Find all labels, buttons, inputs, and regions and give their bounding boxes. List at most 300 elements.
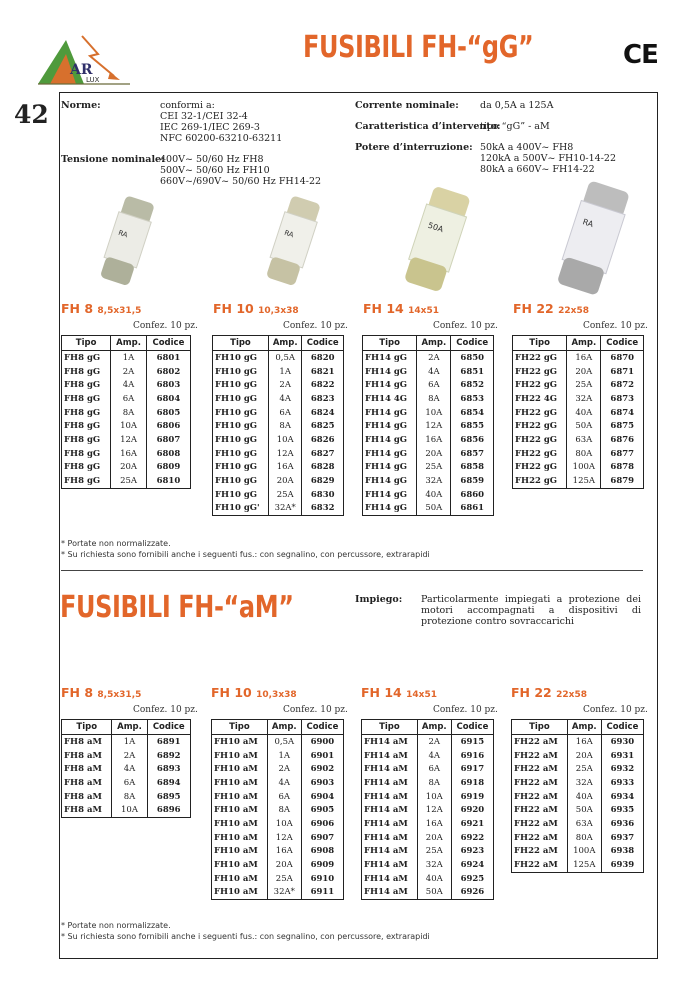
table-row	[363, 474, 494, 488]
table-row	[212, 803, 344, 817]
confez-label: Confez. 10 pz.	[583, 705, 648, 715]
col-codice-header: Codice	[302, 336, 344, 351]
table-header-row	[62, 336, 191, 351]
cell-amp: 25A	[417, 461, 451, 475]
cell-codice: 6920	[451, 803, 493, 817]
cell-codice: 6876	[601, 433, 644, 447]
corrente-value: da 0,5A a 125A	[480, 100, 554, 111]
table-row	[363, 433, 494, 447]
cell-amp: 0,5A	[267, 735, 301, 749]
cell-codice: 6803	[146, 378, 190, 392]
tensione-label: Tensione nominale:	[61, 154, 165, 165]
cell-amp: 16A	[267, 845, 301, 859]
cell-codice: 6893	[147, 762, 190, 776]
cell-codice: 6937	[601, 831, 643, 845]
confez-label: Confez. 10 pz.	[583, 321, 648, 331]
table-row	[362, 762, 494, 776]
cell-codice: 6925	[451, 872, 493, 886]
cell-amp: 8A	[112, 790, 147, 804]
cell-codice: 6828	[302, 461, 344, 475]
cell-tipo: FH8 gG	[62, 447, 111, 461]
cell-codice: 6804	[146, 392, 190, 406]
cell-codice: 6852	[451, 378, 494, 392]
table-gg-fh22	[512, 335, 644, 489]
cell-amp: 1A	[267, 749, 301, 763]
cell-codice: 6822	[302, 378, 344, 392]
col-codice-header: Codice	[451, 720, 493, 735]
table-row	[513, 419, 644, 433]
cell-codice: 6832	[302, 502, 344, 516]
cell-codice: 6891	[147, 735, 190, 749]
cell-tipo: FH10 aM	[212, 817, 268, 831]
cell-tipo: FH10 gG	[213, 433, 269, 447]
table-row	[213, 419, 344, 433]
cell-amp: 25A	[567, 378, 601, 392]
series-name: FH 22	[511, 685, 552, 700]
cell-tipo: FH22 gG	[513, 351, 567, 365]
table-row	[362, 790, 494, 804]
cell-amp: 40A	[567, 406, 601, 420]
cell-tipo: FH22 aM	[512, 803, 568, 817]
cell-codice: 6917	[451, 762, 493, 776]
ce-mark: CE	[623, 40, 658, 70]
cell-tipo: FH10 gG	[213, 365, 269, 379]
cell-amp: 4A	[268, 392, 302, 406]
norme-line: IEC 269-1/IEC 269-3	[160, 122, 260, 133]
cell-codice: 6853	[451, 392, 494, 406]
svg-text:LUX: LUX	[86, 76, 100, 84]
cell-amp: 16A	[268, 461, 302, 475]
table-header-row	[362, 720, 494, 735]
tensione-line: 500V~ 50/60 Hz FH10	[160, 165, 270, 176]
cell-codice: 6905	[301, 803, 343, 817]
svg-text:AR: AR	[70, 62, 93, 78]
table-row	[362, 831, 494, 845]
cell-codice: 6896	[147, 803, 190, 817]
col-codice-header: Codice	[451, 336, 494, 351]
cell-codice: 6830	[302, 488, 344, 502]
cell-amp: 10A	[112, 803, 147, 817]
cell-amp: 2A	[417, 735, 451, 749]
series-head-gg-fh22	[513, 301, 589, 316]
cell-codice: 6851	[451, 365, 494, 379]
cell-amp: 100A	[567, 845, 601, 859]
cell-tipo: FH10 aM	[212, 858, 268, 872]
cell-amp: 80A	[567, 447, 601, 461]
cell-amp: 6A	[111, 392, 147, 406]
table-row	[363, 351, 494, 365]
table-row	[62, 392, 191, 406]
series-dim: 8,5x31,5	[97, 690, 142, 700]
cell-amp: 25A	[417, 845, 451, 859]
note-line: * Su richiesta sono fornibili anche i seguenti fus.: con segnalino, con percussore, extrarapidi	[61, 932, 430, 941]
table-row	[363, 419, 494, 433]
cell-amp: 20A	[567, 749, 601, 763]
cell-codice: 6856	[451, 433, 494, 447]
section-divider	[61, 570, 643, 571]
cell-amp: 63A	[567, 817, 601, 831]
cell-codice: 6870	[601, 351, 644, 365]
cell-tipo: FH8 gG	[62, 378, 111, 392]
table-row	[362, 776, 494, 790]
cell-codice: 6809	[146, 461, 190, 475]
confez-label: Confez. 10 pz.	[283, 321, 348, 331]
page-number: 42	[14, 100, 49, 129]
cell-amp: 32A	[417, 474, 451, 488]
cell-tipo: FH10 gG	[213, 447, 269, 461]
cell-amp: 1A	[111, 351, 147, 365]
section-title-am: FUSIBILI FH-“aM”	[60, 590, 294, 625]
cell-amp: 50A	[567, 419, 601, 433]
cell-codice: 6901	[301, 749, 343, 763]
cell-codice: 6827	[302, 447, 344, 461]
cell-codice: 6908	[301, 845, 343, 859]
col-tipo-header: Tipo	[363, 336, 417, 351]
cell-codice: 6879	[601, 474, 644, 488]
cell-tipo: FH22 gG	[513, 447, 567, 461]
cell-codice: 6921	[451, 817, 493, 831]
cell-tipo: FH14 aM	[362, 872, 418, 886]
table-row	[362, 858, 494, 872]
table-row	[513, 433, 644, 447]
table-row	[363, 378, 494, 392]
cell-amp: 6A	[417, 378, 451, 392]
cell-amp: 16A	[111, 447, 147, 461]
svg-text:RA: RA	[581, 217, 595, 230]
col-tipo-header: Tipo	[512, 720, 568, 735]
table-row	[362, 749, 494, 763]
table-am-fh22	[511, 719, 644, 873]
table-row	[363, 461, 494, 475]
cell-codice: 6911	[301, 886, 343, 900]
cell-tipo: FH10 aM	[212, 845, 268, 859]
cell-tipo: FH22 aM	[512, 749, 568, 763]
table-gg-fh10	[212, 335, 344, 516]
cell-tipo: FH8 aM	[62, 790, 112, 804]
cell-tipo: FH14 gG	[363, 433, 417, 447]
cell-tipo: FH22 4G	[513, 392, 567, 406]
cell-amp: 6A	[417, 762, 451, 776]
cell-tipo: FH8 gG	[62, 433, 111, 447]
cell-amp: 4A	[417, 365, 451, 379]
potere-label: Potere d’interruzione:	[355, 142, 473, 153]
svg-text:50A: 50A	[426, 220, 445, 235]
tensione-line: 400V~ 50/60 Hz FH8	[160, 154, 264, 165]
series-head-am-fh22	[511, 685, 587, 700]
table-row	[512, 735, 644, 749]
table-row	[362, 735, 494, 749]
cell-amp: 10A	[417, 790, 451, 804]
cell-amp: 40A	[417, 488, 451, 502]
table-row	[62, 762, 191, 776]
cell-tipo: FH14 gG	[363, 488, 417, 502]
norme-line: CEI 32-1/CEI 32-4	[160, 111, 248, 122]
cell-tipo: FH10 gG	[213, 406, 269, 420]
norme-label: Norme:	[61, 100, 101, 111]
cell-tipo: FH22 aM	[512, 735, 568, 749]
series-dim: 8,5x31,5	[97, 306, 142, 316]
caratteristica-value: tipo “gG” - aM	[480, 121, 550, 132]
tensione-line: 660V~/690V~ 50/60 Hz FH14-22	[160, 176, 322, 187]
cell-codice: 6926	[451, 886, 493, 900]
table-row	[62, 447, 191, 461]
fuse-fh10-image	[254, 192, 334, 292]
cell-codice: 6918	[451, 776, 493, 790]
cell-codice: 6821	[302, 365, 344, 379]
table-row	[62, 735, 191, 749]
col-amp-header: Amp.	[417, 336, 451, 351]
series-name: FH 8	[61, 301, 94, 316]
table-row	[213, 461, 344, 475]
cell-amp: 16A	[417, 433, 451, 447]
cell-amp: 8A	[417, 392, 451, 406]
cell-tipo: FH10 aM	[212, 762, 268, 776]
cell-amp: 6A	[267, 790, 301, 804]
notes-gg	[61, 538, 430, 560]
table-row	[213, 488, 344, 502]
cell-codice: 6875	[601, 419, 644, 433]
table-row	[62, 419, 191, 433]
cell-amp: 8A	[268, 419, 302, 433]
cell-tipo: FH10 gG	[213, 488, 269, 502]
cell-tipo: FH14 aM	[362, 858, 418, 872]
cell-tipo: FH14 gG	[363, 365, 417, 379]
ar-lux-logo	[36, 32, 132, 88]
table-am-fh10	[211, 719, 344, 900]
table-gg-fh8	[61, 335, 191, 489]
table-row	[362, 845, 494, 859]
cell-amp: 12A	[267, 831, 301, 845]
cell-codice: 6874	[601, 406, 644, 420]
cell-codice: 6854	[451, 406, 494, 420]
cell-tipo: FH8 gG	[62, 474, 111, 488]
series-name: FH 10	[213, 301, 254, 316]
cell-amp: 16A	[417, 817, 451, 831]
cell-amp: 16A	[567, 351, 601, 365]
series-dim: 22x58	[556, 690, 587, 700]
cell-tipo: FH22 gG	[513, 474, 567, 488]
cell-codice: 6872	[601, 378, 644, 392]
cell-tipo: FH14 aM	[362, 749, 418, 763]
cell-tipo: FH10 aM	[212, 735, 268, 749]
table-row	[512, 790, 644, 804]
table-row	[62, 803, 191, 817]
confez-label: Confez. 10 pz.	[133, 705, 198, 715]
cell-tipo: FH10 gG'	[213, 502, 269, 516]
cell-tipo: FH22 aM	[512, 790, 568, 804]
table-row	[363, 502, 494, 516]
svg-text:RA: RA	[117, 228, 129, 240]
table-row	[512, 817, 644, 831]
cell-tipo: FH8 gG	[62, 392, 111, 406]
cell-codice: 6806	[146, 419, 190, 433]
cell-tipo: FH22 gG	[513, 365, 567, 379]
table-row	[363, 406, 494, 420]
table-row	[363, 392, 494, 406]
cell-codice: 6900	[301, 735, 343, 749]
cell-amp: 20A	[267, 858, 301, 872]
cell-tipo: FH10 gG	[213, 419, 269, 433]
table-row	[212, 776, 344, 790]
cell-codice: 6871	[601, 365, 644, 379]
norme-values	[160, 100, 282, 144]
series-head-gg-fh10	[213, 301, 299, 316]
table-row	[213, 378, 344, 392]
table-row	[362, 886, 494, 900]
col-amp-header: Amp.	[567, 336, 601, 351]
cell-amp: 0,5A	[268, 351, 302, 365]
cell-amp: 4A	[111, 378, 147, 392]
cell-amp: 20A	[417, 447, 451, 461]
table-row	[513, 392, 644, 406]
table-row	[512, 858, 644, 872]
cell-tipo: FH22 gG	[513, 461, 567, 475]
cell-amp: 20A	[417, 831, 451, 845]
series-head-am-fh14	[361, 685, 437, 700]
cell-amp: 10A	[268, 433, 302, 447]
cell-tipo: FH10 aM	[212, 776, 268, 790]
cell-tipo: FH14 aM	[362, 790, 418, 804]
col-amp-header: Amp.	[268, 336, 302, 351]
cell-codice: 6850	[451, 351, 494, 365]
potere-line: 80kA a 660V~ FH14-22	[480, 164, 595, 175]
series-name: FH 14	[361, 685, 402, 700]
table-gg-fh14	[362, 335, 494, 516]
cell-codice: 6935	[601, 803, 643, 817]
col-amp-header: Amp.	[267, 720, 301, 735]
cell-tipo: FH8 gG	[62, 365, 111, 379]
cell-amp: 2A	[112, 749, 147, 763]
cell-tipo: FH10 gG	[213, 461, 269, 475]
cell-amp: 4A	[267, 776, 301, 790]
cell-amp: 50A	[567, 803, 601, 817]
col-codice-header: Codice	[301, 720, 343, 735]
cell-codice: 6825	[302, 419, 344, 433]
col-codice-header: Codice	[146, 336, 190, 351]
table-row	[363, 365, 494, 379]
cell-codice: 6909	[301, 858, 343, 872]
table-row	[213, 502, 344, 516]
cell-tipo: FH14 4G	[363, 392, 417, 406]
cell-tipo: FH22 aM	[512, 776, 568, 790]
impiego-label: Impiego:	[355, 594, 403, 605]
cell-amp: 12A	[111, 433, 147, 447]
cell-amp: 2A	[268, 378, 302, 392]
cell-amp: 4A	[417, 749, 451, 763]
cell-codice: 6895	[147, 790, 190, 804]
table-row	[213, 392, 344, 406]
cell-tipo: FH14 gG	[363, 447, 417, 461]
cell-amp: 10A	[111, 419, 147, 433]
note-line: * Portate non normalizzate.	[61, 921, 171, 930]
cell-tipo: FH14 gG	[363, 461, 417, 475]
table-row	[512, 749, 644, 763]
cell-codice: 6907	[301, 831, 343, 845]
series-dim: 10,3x38	[258, 306, 299, 316]
cell-amp: 25A	[567, 762, 601, 776]
cell-tipo: FH14 aM	[362, 817, 418, 831]
cell-codice: 6823	[302, 392, 344, 406]
col-codice-header: Codice	[601, 336, 644, 351]
table-row	[512, 831, 644, 845]
series-head-am-fh8	[61, 685, 141, 700]
table-row	[213, 447, 344, 461]
cell-codice: 6858	[451, 461, 494, 475]
cell-amp: 1A	[268, 365, 302, 379]
table-row	[512, 776, 644, 790]
table-row	[213, 406, 344, 420]
table-row	[513, 378, 644, 392]
cell-codice: 6892	[147, 749, 190, 763]
cell-amp: 32A	[417, 858, 451, 872]
table-header-row	[513, 336, 644, 351]
cell-amp: 25A	[111, 474, 147, 488]
page-title-gg: FUSIBILI FH-“gG”	[303, 30, 534, 65]
cell-amp: 10A	[267, 817, 301, 831]
cell-tipo: FH14 aM	[362, 886, 418, 900]
norme-line: NFC 60200-63210-63211	[160, 133, 283, 144]
svg-text:RA: RA	[283, 228, 295, 240]
table-row	[212, 845, 344, 859]
cell-codice: 6801	[146, 351, 190, 365]
cell-tipo: FH8 aM	[62, 749, 112, 763]
series-name: FH 22	[513, 301, 554, 316]
cell-amp: 32A	[567, 776, 601, 790]
table-row	[62, 474, 191, 488]
col-codice-header: Codice	[601, 720, 643, 735]
cell-amp: 40A	[567, 790, 601, 804]
cell-amp: 20A	[268, 474, 302, 488]
potere-line: 120kA a 500V~ FH10-14-22	[480, 153, 616, 164]
cell-codice: 6829	[302, 474, 344, 488]
table-row	[62, 433, 191, 447]
caratteristica-label: Caratteristica d’intervento:	[355, 121, 501, 132]
table-row	[513, 474, 644, 488]
cell-codice: 6807	[146, 433, 190, 447]
table-row	[512, 762, 644, 776]
cell-amp: 80A	[567, 831, 601, 845]
cell-amp: 32A	[567, 392, 601, 406]
table-row	[512, 803, 644, 817]
cell-amp: 8A	[417, 776, 451, 790]
cell-codice: 6916	[451, 749, 493, 763]
table-row	[212, 872, 344, 886]
table-am-fh8	[61, 719, 191, 818]
cell-codice: 6903	[301, 776, 343, 790]
cell-codice: 6931	[601, 749, 643, 763]
table-row	[513, 406, 644, 420]
cell-codice: 6878	[601, 461, 644, 475]
cell-codice: 6810	[146, 474, 190, 488]
impiego-text: Particolarmente impiegati a protezione dei motori accompagnati a dispositivi di protezione contro sovraccarichi	[421, 594, 641, 627]
table-row	[62, 776, 191, 790]
cell-tipo: FH14 gG	[363, 419, 417, 433]
confez-label: Confez. 10 pz.	[283, 705, 348, 715]
cell-tipo: FH10 gG	[213, 351, 269, 365]
cell-tipo: FH22 aM	[512, 845, 568, 859]
cell-tipo: FH8 gG	[62, 406, 111, 420]
cell-tipo: FH8 gG	[62, 461, 111, 475]
table-row	[513, 365, 644, 379]
cell-tipo: FH10 aM	[212, 790, 268, 804]
series-dim: 22x58	[558, 306, 589, 316]
cell-amp: 2A	[417, 351, 451, 365]
series-dim: 10,3x38	[256, 690, 297, 700]
series-head-gg-fh14	[363, 301, 439, 316]
cell-amp: 12A	[417, 419, 451, 433]
table-row	[62, 351, 191, 365]
col-tipo-header: Tipo	[513, 336, 567, 351]
